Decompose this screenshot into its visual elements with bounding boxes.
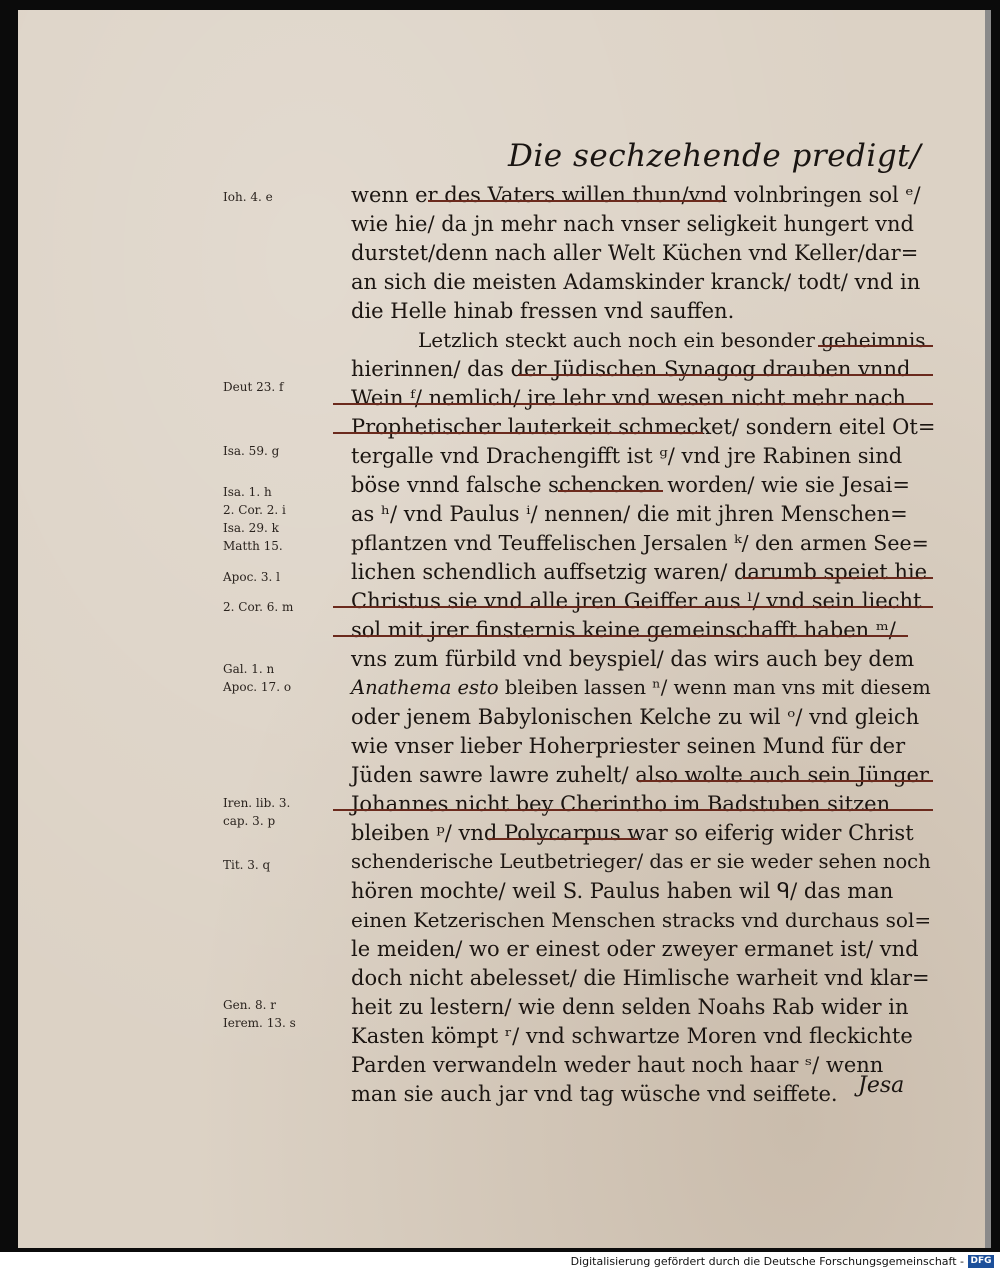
footer-bar: [0, 1252, 1000, 1271]
text-line: lichen schendlich auffsetzig waren/ darumb speiet hie: [351, 560, 928, 584]
text-line: sol mit jrer finsternis keine gemeinschafft haben ᵐ/: [351, 618, 896, 642]
text-line: böse vnnd falsche schencken worden/ wie sie Jesai=: [351, 473, 910, 497]
text-line: Letzlich steckt auch noch ein besonder geheimnis: [418, 328, 926, 352]
margin-note: Gal. 1. n: [223, 662, 275, 676]
margin-note: Ierem. 13. s: [223, 1016, 296, 1030]
handwritten-underline: [558, 490, 663, 492]
text-line: Johannes nicht bey Cherintho im Badstuben sitzen: [351, 792, 891, 816]
text-line: wie hie/ da jn mehr nach vnser seligkeit hungert vnd: [351, 212, 914, 236]
margin-note: 2. Cor. 2. i: [223, 503, 286, 517]
handwritten-underline: [428, 200, 723, 202]
margin-note: Isa. 59. g: [223, 444, 280, 458]
margin-note: Gen. 8. r: [223, 998, 277, 1012]
catchword: Jesa: [858, 1073, 905, 1098]
text-line: man sie auch jar vnd tag wüsche vnd seiffete.: [351, 1082, 838, 1106]
text-line: einen Ketzerischen Menschen stracks vnd durchaus sol=: [351, 908, 932, 932]
margin-note: Tit. 3. q: [223, 858, 271, 872]
handwritten-underline: [333, 432, 703, 434]
text-line: die Helle hinab fressen vnd sauffen.: [351, 299, 735, 323]
handwritten-underline: [818, 345, 933, 347]
margin-note: Iren. lib. 3.: [223, 796, 291, 810]
text-line: hören mochte/ weil S. Paulus haben wil ᑫ/ das man: [351, 879, 894, 903]
page-edge: [985, 10, 991, 1248]
handwritten-underline: [518, 374, 933, 376]
margin-note: Deut 23. f: [223, 380, 284, 394]
handwritten-underline: [333, 809, 933, 811]
handwritten-underline: [333, 635, 908, 637]
running-header: Die sechzehende predigt/: [508, 138, 922, 174]
text-line: vns zum fürbild vnd beyspiel/ das wirs auch bey dem: [351, 647, 915, 671]
text-line: Jüden sawre lawre zuhelt/ also wolte auch sein Jünger: [351, 763, 929, 787]
text-line: heit zu lestern/ wie denn selden Noahs Rab wider in: [351, 995, 909, 1019]
text-line: Prophetischer lauterkeit schmecket/ sondern eitel Ot=: [351, 415, 936, 439]
text-line: Anathema esto bleiben lassen ⁿ/ wenn man vns mit diesem: [351, 676, 931, 699]
text-line: Kasten kömpt ʳ/ vnd schwartze Moren vnd fleckichte: [351, 1024, 913, 1048]
text-line: oder jenem Babylonischen Kelche zu wil ᵒ/ vnd gleich: [351, 705, 920, 729]
handwritten-underline: [333, 606, 933, 608]
dfg-logo: DFG: [968, 1255, 994, 1268]
handwritten-underline: [743, 577, 933, 579]
margin-note: Isa. 29. k: [223, 521, 279, 535]
text-line: hierinnen/ das der Jüdischen Synagog drauben vnnd: [351, 357, 911, 381]
text-line: Parden verwandeln weder haut noch haar ˢ/ wenn: [351, 1053, 884, 1077]
text-line: pflantzen vnd Teuffelischen Jersalen ᵏ/ den armen See=: [351, 531, 929, 555]
footer-credit: Digitalisierung gefördert durch die Deutsche Forschungsgemeinschaft -: [570, 1255, 964, 1268]
text-line: doch nicht abelesset/ die Himlische warheit vnd klar=: [351, 966, 930, 990]
text-line: bleiben ᵖ/ vnd Polycarpus war so eiferig wider Christ: [351, 821, 914, 845]
margin-note: Isa. 1. h: [223, 485, 272, 499]
text-line: an sich die meisten Adamskinder kranck/ todt/ vnd in: [351, 270, 921, 294]
text-line: durstet/denn nach aller Welt Küchen vnd Keller/dar=: [351, 241, 919, 265]
text-line: wie vnser lieber Hoherpriester seinen Mund für der: [351, 734, 906, 758]
text-line: schenderische Leutbetrieger/ das er sie weder sehen noch: [351, 850, 931, 873]
handwritten-underline: [638, 780, 933, 782]
text-line: le meiden/ wo er einest oder zweyer ermanet ist/ vnd: [351, 937, 919, 961]
book-page: [18, 10, 990, 1248]
margin-note: Matth 15.: [223, 539, 283, 553]
text-line: as ʰ/ vnd Paulus ⁱ/ nennen/ die mit jhren Menschen=: [351, 502, 908, 526]
margin-note: Apoc. 3. l: [223, 570, 281, 584]
margin-note: Ioh. 4. e: [223, 190, 273, 204]
handwritten-underline: [488, 838, 638, 840]
text-line: wenn er des Vaters willen thun/vnd volnbringen sol ᵉ/: [351, 183, 921, 207]
margin-note: cap. 3. p: [223, 814, 276, 828]
text-line: tergalle vnd Drachengifft ist ᵍ/ vnd jre Rabinen sind: [351, 444, 903, 468]
text-line: Wein ᶠ/ nemlich/ jre lehr vnd wesen nicht mehr nach: [351, 386, 906, 410]
margin-note: Apoc. 17. o: [223, 680, 292, 694]
margin-note: 2. Cor. 6. m: [223, 600, 294, 614]
handwritten-underline: [333, 403, 933, 405]
text-line: Christus sie vnd alle jren Geiffer aus ˡ/ vnd sein liecht: [351, 589, 922, 613]
